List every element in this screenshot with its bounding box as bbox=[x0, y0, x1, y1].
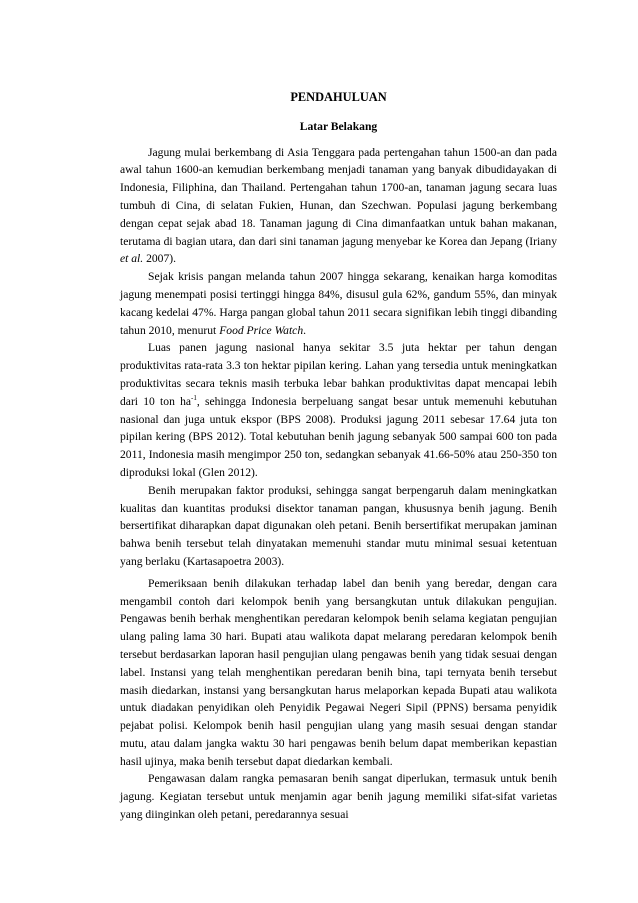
paragraph-1-tail: 2007). bbox=[143, 252, 177, 266]
paragraph-1-italic: et al. bbox=[120, 252, 144, 266]
paragraph-3-superscript: -1 bbox=[191, 393, 197, 402]
section-heading: Latar Belakang bbox=[299, 119, 378, 133]
paragraph-3-tail: , sehingga Indonesia berpeluang sangat besar untuk memenuhi kebutuhan nasional dan juga untuk ekspor (BPS 2008). Produksi jagung 2011 sebesar 17.64 juta ton pipilan kering (BPS 2012). Total kebutuhan benih jagung sebanyak 500 sampai 600 ton pada 2011, Indonesia masih mengimpor 250 ton, sedangkan sebanyak 41.66-50% atau 250-350 ton diproduksi lokal (Glen 2012). bbox=[120, 394, 557, 479]
paragraph-2-tail: . bbox=[303, 323, 307, 337]
paragraph-3 bbox=[120, 339, 557, 481]
paragraph-1 bbox=[120, 144, 557, 269]
paragraph-2 bbox=[120, 268, 557, 339]
paragraph-6: Pengawasan dalam rangka pemasaran benih sangat diperlukan, termasuk untuk benih jagung. Kegiatan tersebut untuk menjamin agar benih jagung memiliki sifat-sifat varietas yang diinginkan oleh petani, peredarannya sesuai bbox=[120, 772, 557, 822]
paragraph-1-text: Jagung mulai berkembang di Asia Tenggara pada pertengahan tahun 1500-an dan pada awal tahun 1600-an kemudian berkembang menjadi tanaman yang banyak dibudidayakan di Indonesia, Filiphina, dan Thailand. Pertengahan tahun 1700-an, tanaman jagung secara luas tumbuh di Cina, di selatan Fukien, Hunan, dan Szechwan. Populasi jagung berkembang dengan cepat sejak abad 18. Tanaman jagung di Cina dimanfaatkan untuk bahan makanan, terutama di bagian utara, dan dari sini tanaman jagung menyebar ke Korea dan Jepang (Iriany bbox=[120, 145, 557, 248]
document-page bbox=[120, 89, 557, 824]
page-title: PENDAHULUAN bbox=[290, 90, 387, 104]
paragraph-4: Benih merupakan faktor produksi, sehingga sangat berpengaruh dalam meningkatkan kualitas dan kuantitas produksi disektor tanaman pangan, khususnya benih jagung. Benih bersertifikat diharapkan dapat digunakan oleh petani. Benih bersertifikat merupakan jaminan bahwa benih tersebut telah dinyatakan memenuhi standar mutu minimal sesuai ketentuan yang berlaku (Kartasapoetra 2003). bbox=[120, 483, 557, 568]
paragraph-2-italic: Food Price Watch bbox=[219, 323, 304, 337]
paragraph-5: Pemeriksaan benih dilakukan terhadap label dan benih yang beredar, dengan cara mengambil contoh dari kelompok benih yang bersangkutan untuk dilakukan pengujian. Pengawas benih berhak menghentikan peredaran kelompok benih selama kegiatan pengujian ulang paling lama 30 hari. Bupati atau walikota dapat melarang peredaran kelompok benih tersebut berdasarkan laporan hasil pengujian ulang pengawas benih yang tidak sesuai dengan label. Instansi yang telah menghentikan peredaran benih bina, tapi ternyata benih tersebut masih diedarkan, instansi yang bersangkutan harus melaporkan kepada Bupati atau walikota untuk diadakan penyidikan oleh Penyidik Pegawai Negeri Sipil (PPNS) bersama penyidik pejabat polisi. Kelompok benih hasil pengujian ulang yang masih sesuai dengan standar mutu, atau dalam jangka waktu 30 hari pengawas benih belum dapat memberikan kepastian hasil ujinya, maka benih tersebut dapat diedarkan kembali. bbox=[120, 576, 557, 768]
paragraph-2-text: Sejak krisis pangan melanda tahun 2007 hingga sekarang, kenaikan harga komoditas jagung menempati posisi tertinggi hingga 84%, disusul gula 62%, gandum 55%, dan minyak kacang kedelai 47%. Harga pangan global tahun 2011 secara signifikan lebih tinggi dibanding tahun 2010, menurut bbox=[120, 270, 557, 337]
paragraph-3-text: Luas panen jagung nasional hanya sekitar 3.5 juta hektar per tahun dengan produktivitas rata-rata 3.3 ton hektar pipilan kering. Lahan yang tersedia untuk meningkatkan produktivitas secara teknis masih terbuka lebar bahkan produktivitas dapat mencapai lebih dari 10 ton ha bbox=[120, 341, 557, 408]
